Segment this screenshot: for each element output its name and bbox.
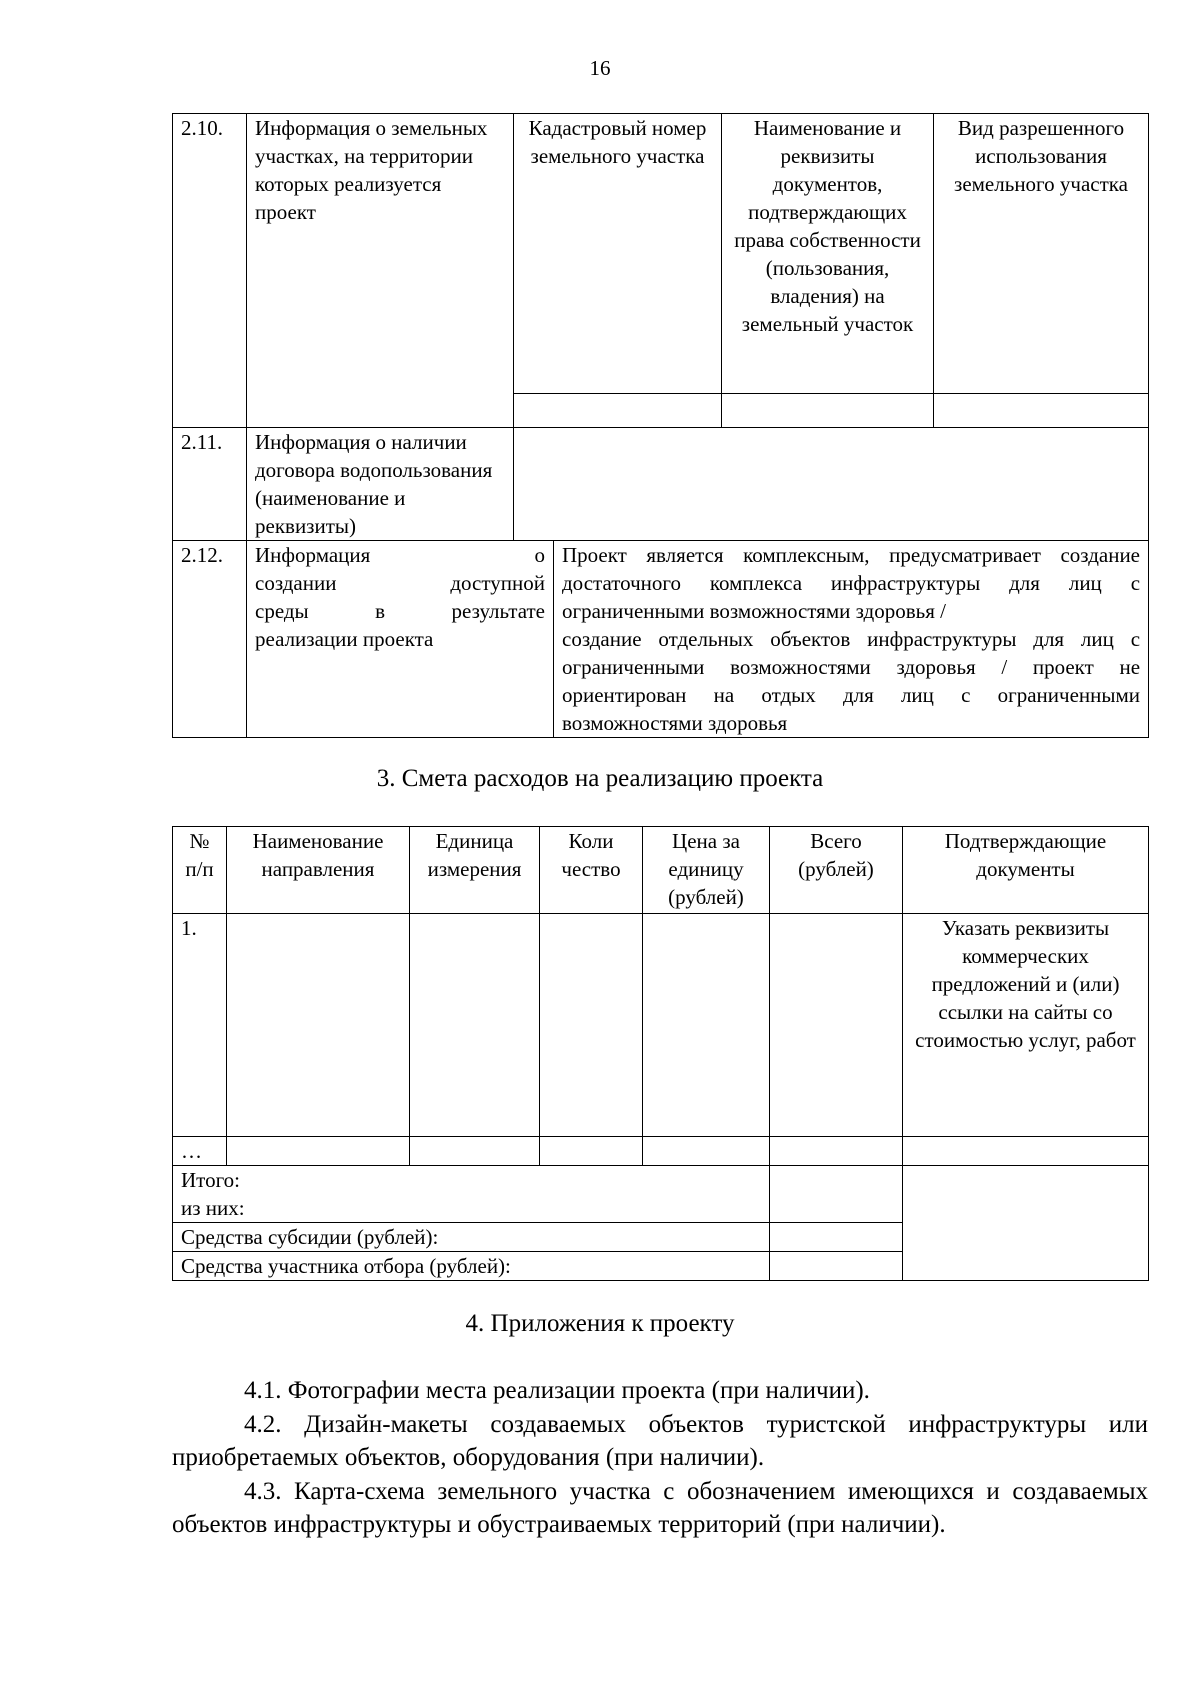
cadastral-number-header: Кадастровый номер земельного участка <box>514 114 722 394</box>
appendix-item-4-2: 4.2. Дизайн-макеты создаваемых объектов туристской инфраструктуры или приобретаемых объектов, оборудования (при наличии). <box>172 1411 1148 1471</box>
total-label: Итого: <box>181 1168 240 1192</box>
header-total: Всего (рублей) <box>770 827 903 914</box>
table-cell <box>410 914 540 1137</box>
value-line: ориентирован на отдых для лиц с ограниченными <box>562 683 1141 707</box>
header-direction: Наименование направления <box>227 827 410 914</box>
water-use-agreement-label: Информация о наличии договора водопользования (наименование и реквизиты) <box>247 428 514 541</box>
table-cell <box>903 1137 1149 1166</box>
table-cell <box>770 1137 903 1166</box>
table-cell <box>540 1137 643 1166</box>
value-line: ограниченными возможностями здоровья / проект не <box>562 655 1141 679</box>
header-unit: Единица измерения <box>410 827 540 914</box>
participant-funds-value <box>770 1252 903 1281</box>
value-line: ограниченными возможностями здоровья / <box>562 599 946 623</box>
header-documents: Подтверждающие документы <box>903 827 1149 914</box>
ownership-documents-cell <box>722 394 934 428</box>
table-cell <box>540 914 643 1137</box>
label-line: создании доступной <box>255 571 545 595</box>
project-info-table <box>172 113 1149 738</box>
appendix-item-4-3: 4.3. Карта-схема земельного участка с обозначением имеющихся и создаваемых объектов инфраструктуры и обустраиваемых территорий (при наличии). <box>172 1478 1148 1538</box>
total-documents-cell <box>903 1166 1149 1281</box>
subsidy-value <box>770 1223 903 1252</box>
table-cell <box>227 914 410 1137</box>
cadastral-number-cell <box>514 394 722 428</box>
header-number: № п/п <box>173 827 227 914</box>
accessible-environment-value <box>554 541 1149 738</box>
table-cell <box>643 1137 770 1166</box>
table-cell <box>410 1137 540 1166</box>
permitted-use-cell <box>934 394 1149 428</box>
table-cell <box>643 914 770 1137</box>
table-cell <box>770 914 903 1137</box>
label-line: среды в результате <box>255 599 545 623</box>
label-line: Информация о <box>255 543 545 567</box>
table-cell <box>227 1137 410 1166</box>
permitted-use-header: Вид разрешенного использования земельного участка <box>934 114 1149 394</box>
water-use-agreement-value <box>514 428 1149 541</box>
row-number: … <box>173 1137 227 1166</box>
value-line: создание отдельных объектов инфраструктуры для лиц с <box>562 627 1141 651</box>
land-plots-label: Информация о земельных участках, на территории которых реализуется проект <box>247 114 514 428</box>
value-line: достаточного комплекса инфраструктуры для лиц с <box>562 571 1141 595</box>
label-line: реализации проекта <box>255 627 434 651</box>
row-number: 2.12. <box>173 541 247 738</box>
header-unit-price: Цена за единицу (рублей) <box>643 827 770 914</box>
value-line: Проект является комплексным, предусматривает создание <box>562 543 1141 567</box>
total-value <box>770 1166 903 1223</box>
subsidy-label: Средства субсидии (рублей): <box>173 1223 770 1252</box>
page-number: 16 <box>589 56 611 80</box>
total-label-cell <box>173 1166 770 1223</box>
header-quantity: Коли чество <box>540 827 643 914</box>
row-number: 2.10. <box>173 114 247 428</box>
row-number: 2.11. <box>173 428 247 541</box>
accessible-environment-label <box>247 541 554 738</box>
appendix-item-4-1: 4.1. Фотографии места реализации проекта (при наличии). <box>244 1377 870 1404</box>
ownership-documents-header: Наименование и реквизиты документов, подтверждающих права собственности (пользования, владения) на земельный участок <box>722 114 934 394</box>
value-line: возможностями здоровья <box>562 711 788 735</box>
estimate-table <box>172 826 1149 1281</box>
of-them-label: из них: <box>181 1196 245 1220</box>
section-4-title: 4. Приложения к проекту <box>465 1310 735 1337</box>
documents-note: Указать реквизиты коммерческих предложений и (или) ссылки на сайты со стоимостью услуг, работ <box>903 914 1149 1137</box>
row-number: 1. <box>173 914 227 1137</box>
participant-funds-label: Средства участника отбора (рублей): <box>173 1252 770 1281</box>
section-3-title: 3. Смета расходов на реализацию проекта <box>376 765 824 792</box>
